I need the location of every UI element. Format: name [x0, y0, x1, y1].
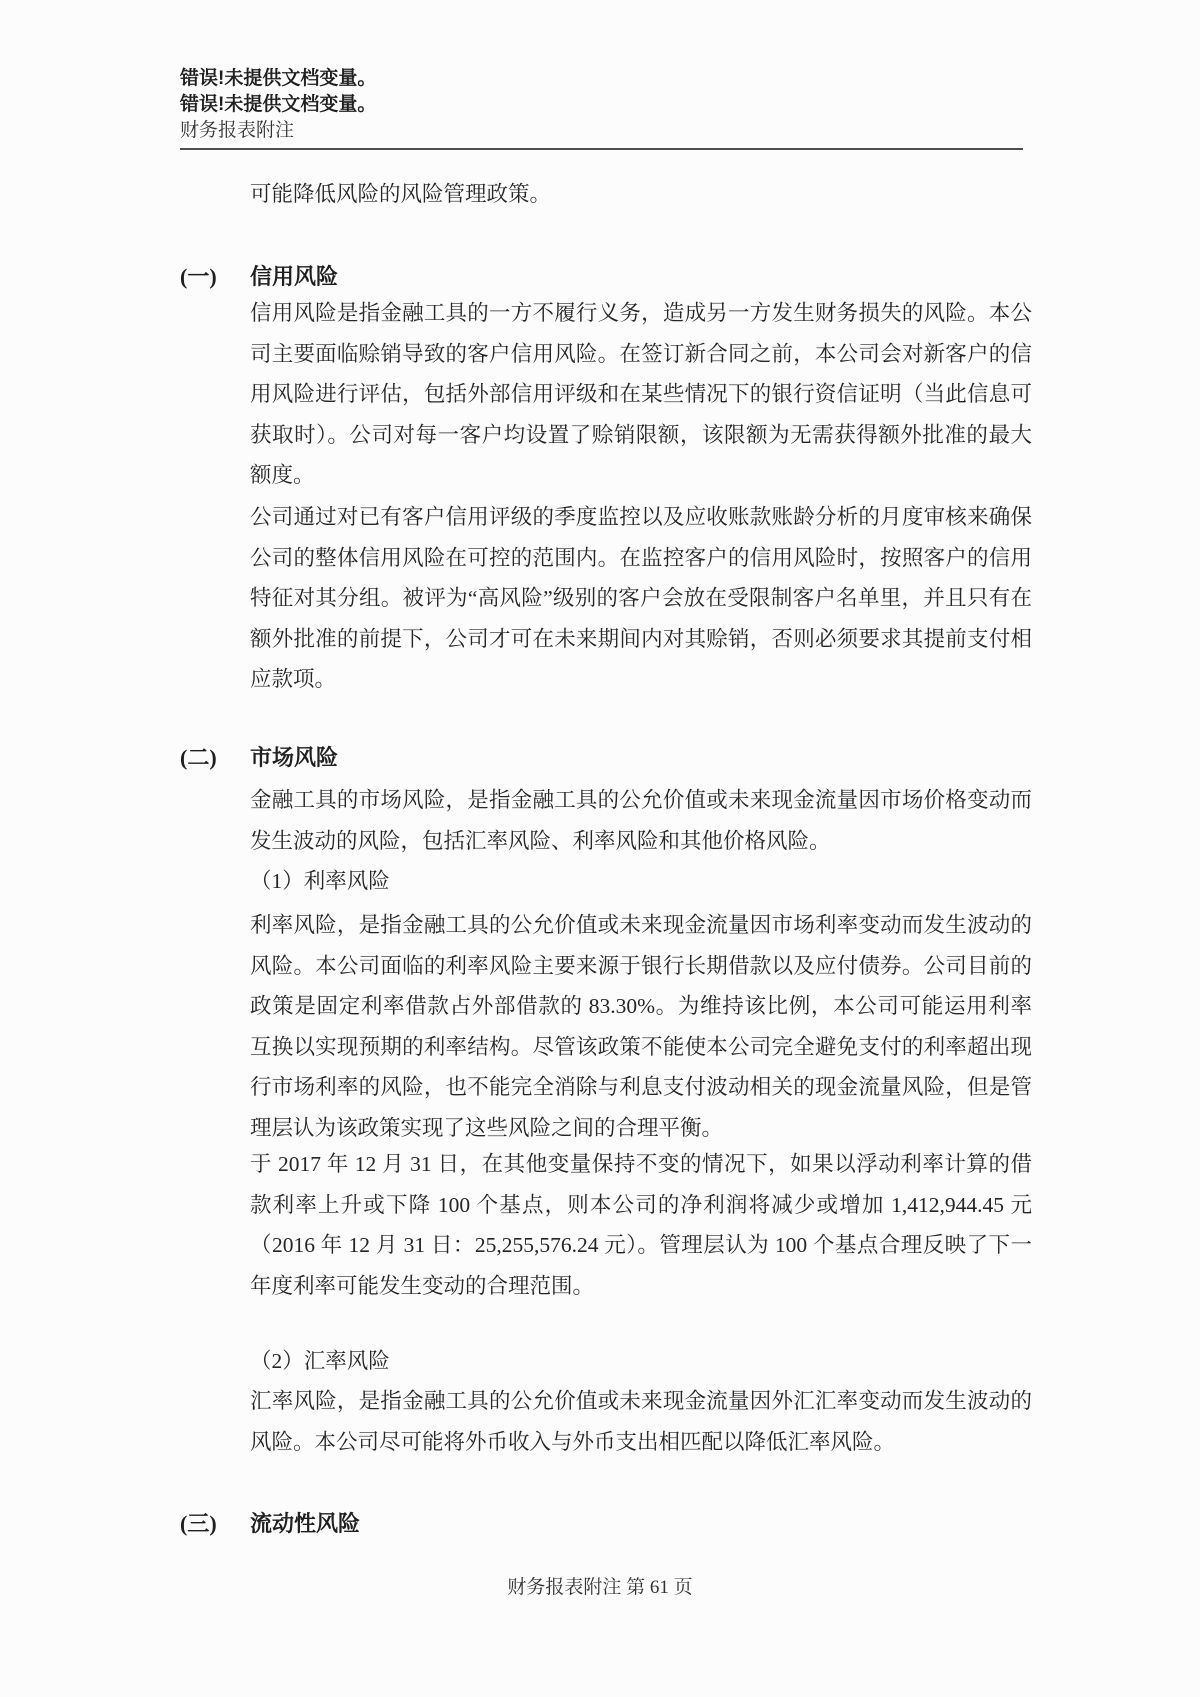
text-line: 发生波动的风险，包括汇率风险、利率风险和其他价格风险。 — [250, 828, 831, 853]
section-heading-credit-risk — [180, 262, 1032, 292]
credit-risk-paragraph-2 — [250, 497, 1032, 700]
exchange-rate-risk-paragraph — [250, 1381, 1032, 1462]
text-line: 利率风险，是指金融工具的公允价值或未来现金流量因市场利率变动而发生波动的 — [250, 913, 1032, 937]
section-title: 市场风险 — [250, 745, 339, 770]
doc-variable-error-line-2: 错误!未提供文档变量。 — [180, 94, 377, 115]
section-number: (二) — [180, 745, 217, 770]
text-line: 于 2017 年 12 月 31 日，在其他变量保持不变的情况下，如果以浮动利率计算的借 — [250, 1152, 1032, 1176]
interest-rate-risk-paragraph-1 — [250, 905, 1032, 1148]
page-header — [180, 66, 1023, 150]
text-line: 特征对其分组。被评为“高风险”级别的客户会放在受限制客户名单里，并且只有在 — [250, 586, 1032, 610]
market-risk-paragraph — [250, 780, 1032, 861]
text-line: 获取时）。公司对每一客户均设置了赊销限额，该限额为无需获得额外批准的最大 — [250, 422, 1032, 447]
text-line: 风险。本公司面临的利率风险主要来源于银行长期借款以及应付债券。公司目前的 — [250, 953, 1032, 978]
text-line: 汇率风险，是指金融工具的公允价值或未来现金流量因外汇汇率变动而发生波动的 — [250, 1389, 1032, 1413]
credit-risk-paragraph-1 — [250, 293, 1032, 496]
section-number: (三) — [180, 1511, 217, 1536]
text-line: 金融工具的市场风险，是指金融工具的公允价值或未来现金流量因市场价格变动而 — [250, 788, 1032, 812]
text-line: 公司的整体信用风险在可控的范围内。在监控客户的信用风险时，按照客户的信用 — [250, 545, 1032, 570]
page-footer: 财务报表附注 第 61 页 — [507, 1577, 693, 1598]
doc-variable-error-line-1: 错误!未提供文档变量。 — [180, 68, 377, 89]
text-line: 用风险进行评估，包括外部信用评级和在某些情况下的银行资信证明（当此信息可 — [250, 382, 1032, 406]
text-line: 应款项。 — [250, 667, 337, 691]
text-line: 互换以实现预期的利率结构。尽管该政策不能使本公司完全避免支付的利率超出现 — [250, 1034, 1032, 1059]
text-line: 司主要面临赊销导致的客户信用风险。在签订新合同之前，本公司会对新客户的信 — [250, 341, 1032, 366]
text-line: 政策是固定利率借款占外部借款的 83.30%。为维持该比例，本公司可能运用利率 — [250, 994, 1032, 1018]
subheading-exchange-rate-risk: （2）汇率风险 — [250, 1349, 390, 1373]
text-line: 额度。 — [250, 463, 315, 487]
section-heading-market-risk — [180, 743, 1032, 773]
header-doc-title: 财务报表附注 — [180, 120, 295, 141]
section-title: 流动性风险 — [250, 1511, 361, 1536]
text-line: 款利率上升或下降 100 个基点，则本公司的净利润将减少或增加 1,412,944.45 元 — [250, 1192, 1032, 1217]
interest-rate-risk-paragraph-2 — [250, 1144, 1032, 1306]
text-line: 额外批准的前提下，公司才可在未来期间内对其赊销，否则必须要求其提前支付相 — [250, 626, 1032, 651]
text-line: 信用风险是指金融工具的一方不履行义务，造成另一方发生财务损失的风险。本公 — [250, 301, 1032, 325]
text-line: （2016 年 12 月 31 日：25,255,576.24 元）。管理层认为 100 个基点合理反映了下一 — [250, 1233, 1032, 1257]
section-number: (一) — [180, 264, 217, 289]
text-line: 公司通过对已有客户信用评级的季度监控以及应收账款账龄分析的月度审核来确保 — [250, 505, 1032, 529]
text-line: 风险。本公司尽可能将外币收入与外币支出相匹配以降低汇率风险。 — [250, 1429, 896, 1454]
section-title: 信用风险 — [250, 264, 339, 289]
section-heading-liquidity-risk — [180, 1509, 1032, 1539]
subheading-interest-rate-risk: （1）利率风险 — [250, 869, 390, 893]
text-line: 年度利率可能发生变动的合理范围。 — [250, 1273, 595, 1298]
text-line: 理层认为该政策实现了这些风险之间的合理平衡。 — [250, 1115, 724, 1140]
intro-paragraph: 可能降低风险的风险管理政策。 — [250, 182, 552, 206]
text-line: 行市场利率的风险，也不能完全消除与利息支付波动相关的现金流量风险，但是管 — [250, 1075, 1032, 1099]
